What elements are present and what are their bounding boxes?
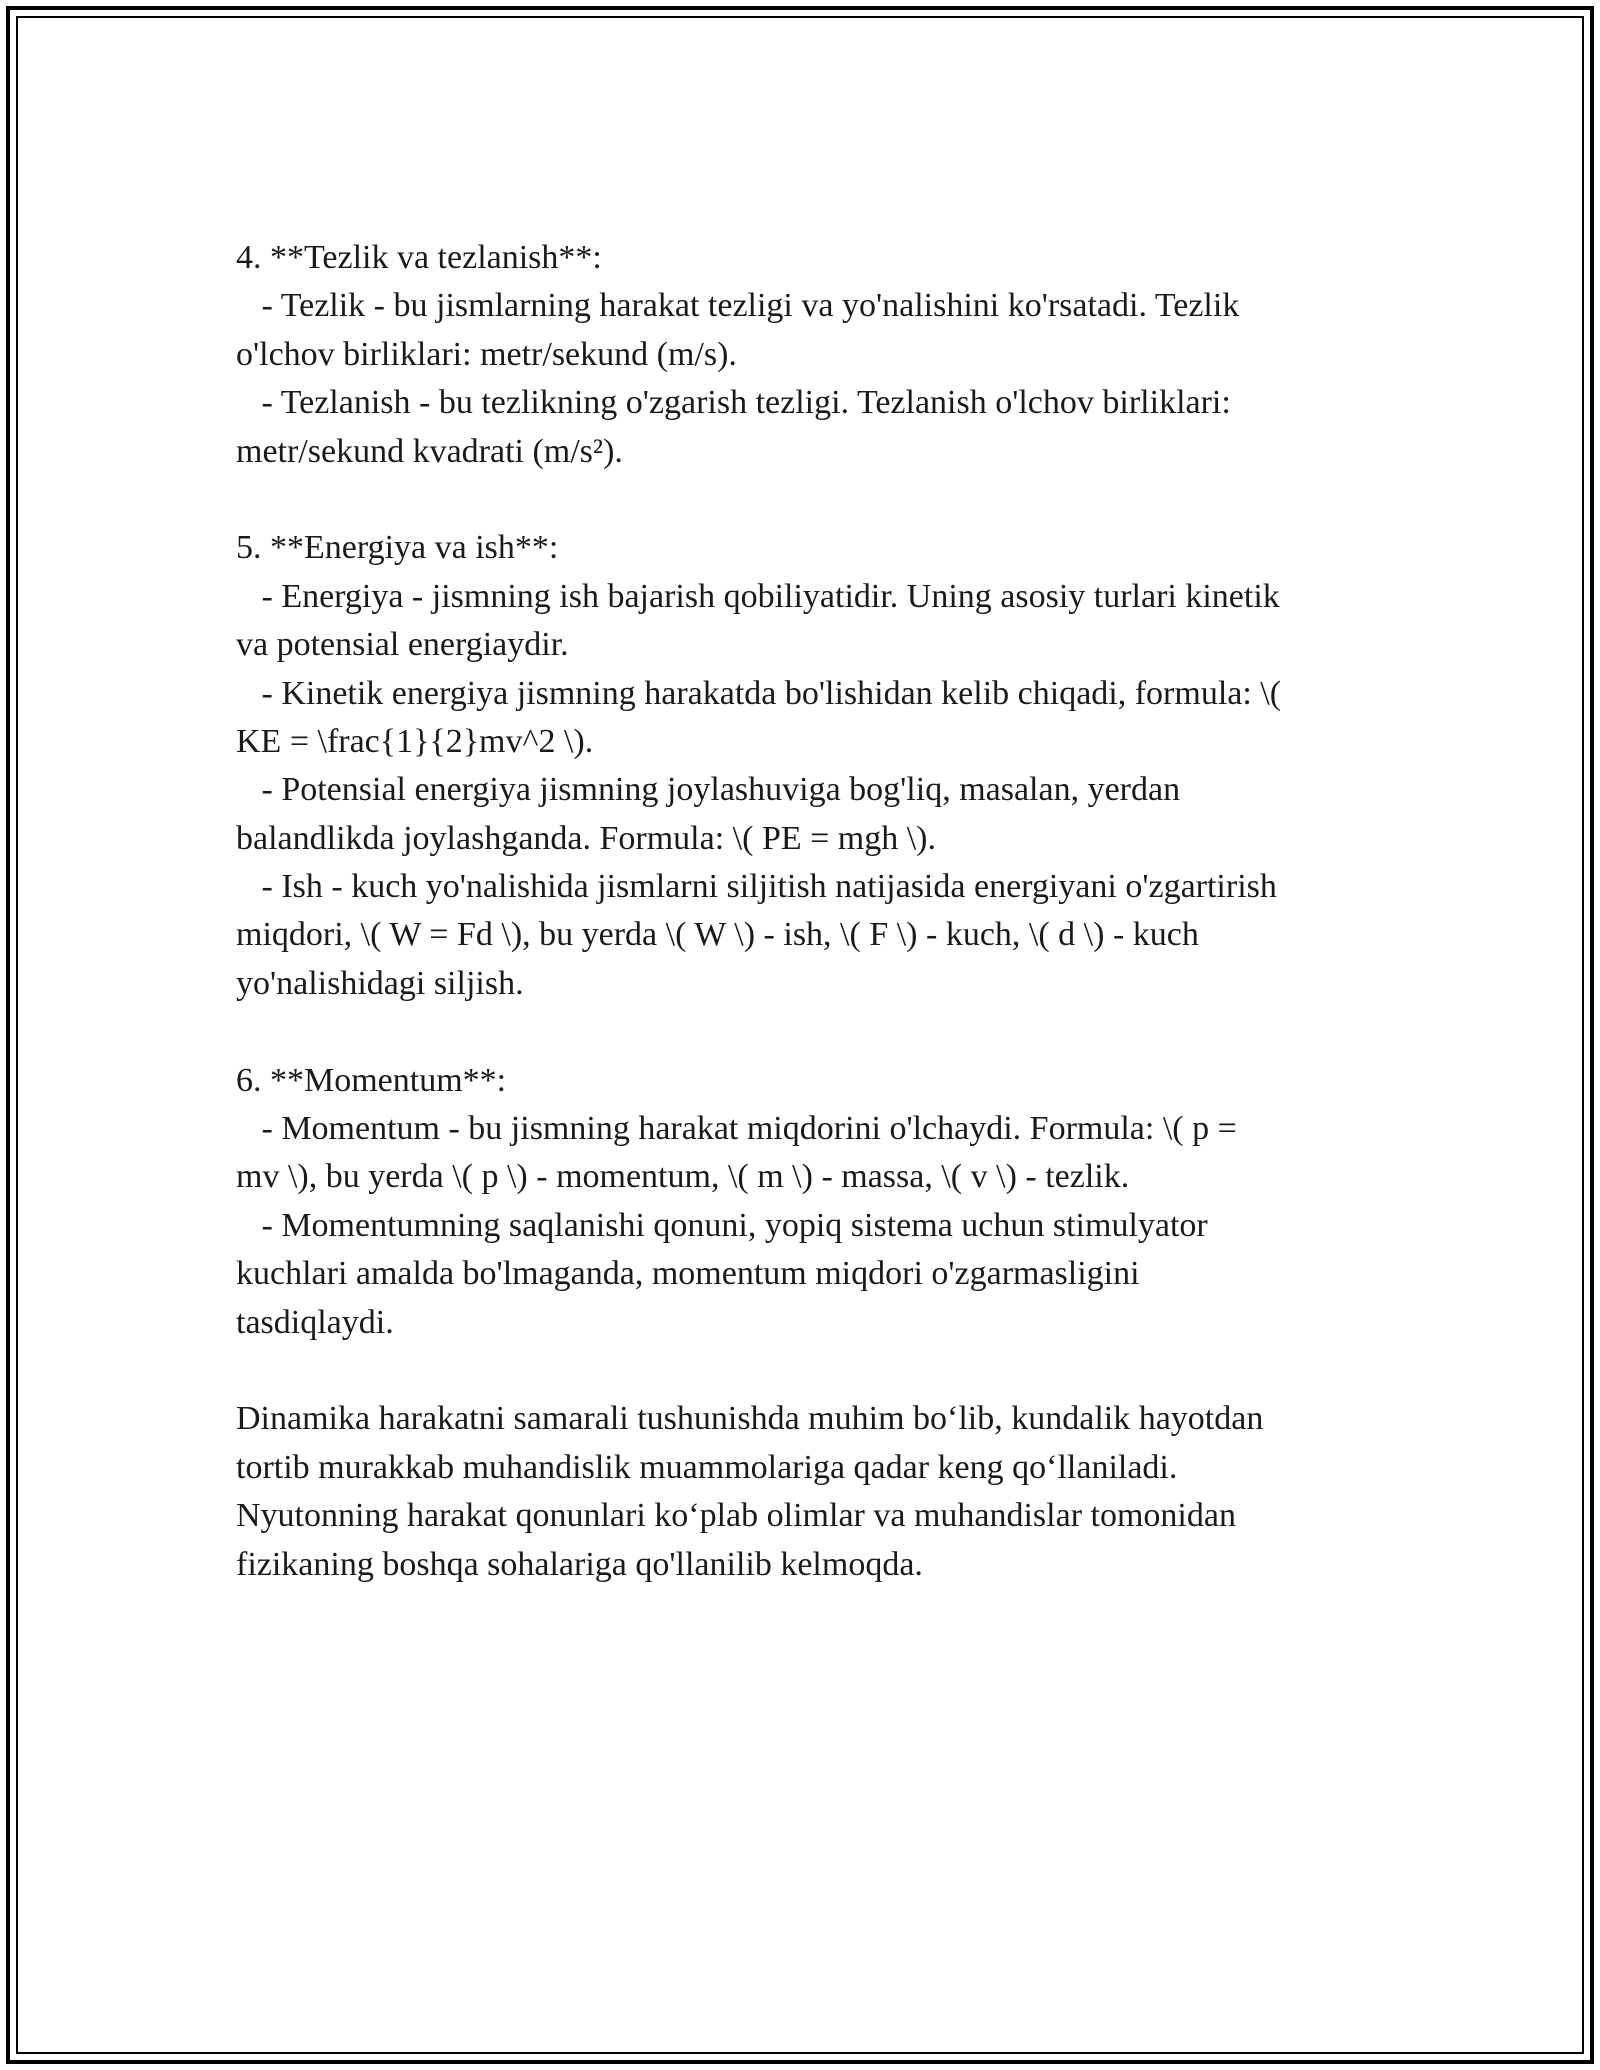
text-line: - Tezlanish - bu tezlikning o'zgarish tezligi. Tezlanish o'lchov birliklari: (236, 384, 1231, 422)
text-line: - Ish - kuch yo'nalishida jismlarni siljitish natijasida energiyani o'zgartirish (236, 868, 1277, 906)
paragraph-gap (236, 476, 1386, 524)
text-line: miqdori, \( W = Fd \), bu yerda \( W \) - ish, \( F \) - kuch, \( d \) - kuch (236, 916, 1199, 954)
section-velocity-acceleration (236, 234, 1386, 476)
section-heading: 4. **Tezlik va tezlanish**: (236, 239, 602, 276)
text-line: tortib murakkab muhandislik muammolariga qadar keng qo‘llaniladi. (236, 1448, 1178, 1486)
text-line: o'lchov birliklari: metr/sekund (m/s). (236, 335, 737, 373)
section-conclusion (236, 1395, 1386, 1589)
section-momentum (236, 1057, 1386, 1347)
text-line: - Tezlik - bu jismlarning harakat tezligi va yo'nalishini ko'rsatadi. Tezlik (236, 287, 1240, 325)
text-line: - Momentum - bu jismning harakat miqdorini o'lchaydi. Formula: \( p = (236, 1110, 1237, 1148)
text-line: balandlikda joylashganda. Formula: \( PE = mgh \). (236, 819, 937, 857)
text-line: Nyutonning harakat qonunlari ko‘plab olimlar va muhandislar tomonidan (236, 1497, 1236, 1535)
text-line: KE = \frac{1}{2}mv^2 \). (236, 722, 594, 760)
text-line: tasdiqlaydi. (236, 1303, 394, 1341)
section-heading: 5. **Energiya va ish**: (236, 529, 559, 567)
text-line: kuchlari amalda bo'lmaganda, momentum miqdori o'zgarmasligini (236, 1255, 1140, 1293)
text-line: mv \), bu yerda \( p \) - momentum, \( m \) - massa, \( v \) - tezlik. (236, 1158, 1130, 1196)
text-line: - Momentumning saqlanishi qonuni, yopiq sistema uchun stimulyator (236, 1206, 1208, 1244)
text-line: va potensial energiaydir. (236, 626, 569, 664)
text-line: fizikaning boshqa sohalariga qo'llanilib kelmoqda. (236, 1545, 923, 1583)
text-line: metr/sekund kvadrati (m/s²). (236, 432, 623, 470)
text-line: - Energiya - jismning ish bajarish qobiliyatidir. Uning asosiy turlari kinetik (236, 577, 1280, 615)
text-line: - Potensial energiya jismning joylashuviga bog'liq, masalan, yerdan (236, 771, 1181, 809)
section-energy-work (236, 524, 1386, 1008)
text-line: yo'nalishidagi siljish. (236, 964, 524, 1002)
paragraph-gap (236, 1008, 1386, 1056)
document-body (236, 234, 1386, 1589)
paragraph-gap (236, 1347, 1386, 1395)
section-heading: 6. **Momentum**: (236, 1061, 507, 1099)
text-line: - Kinetik energiya jismning harakatda bo'lishidan kelib chiqadi, formula: \( (236, 674, 1282, 712)
text-line: Dinamika harakatni samarali tushunishda muhim bo‘lib, kundalik hayotdan (236, 1400, 1264, 1438)
